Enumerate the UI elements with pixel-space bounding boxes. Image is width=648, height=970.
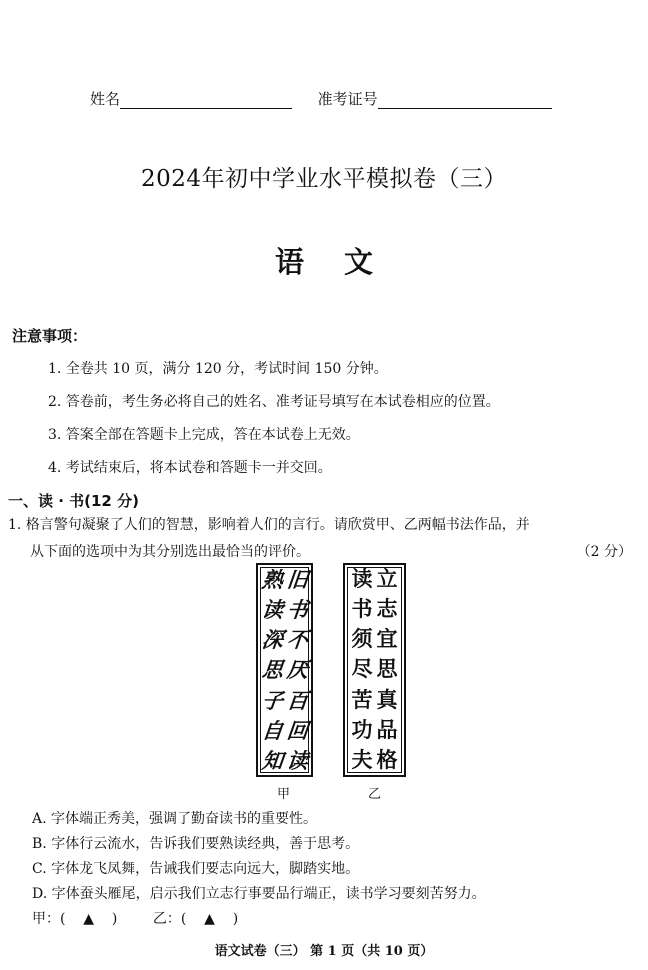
calligraphy-char: 读: [285, 747, 309, 773]
calligraphy-char: 须: [351, 627, 373, 652]
calligraphy-char: 立: [376, 567, 398, 591]
calligraphy-char: 不: [285, 627, 309, 653]
note-item: 1. 全卷共 10 页，满分 120 分，考试时间 150 分钟。: [48, 361, 388, 377]
caption-jia: 甲: [277, 787, 291, 802]
calligraphy-char: 旧: [285, 567, 309, 592]
subject-title: 语文: [274, 245, 413, 279]
caption-yi: 乙: [368, 787, 382, 802]
name-label: 姓名: [90, 90, 121, 108]
note-item: 4. 考试结束后，将本试卷和答题卡一并交回。: [48, 460, 332, 476]
calligraphy-char: 深: [260, 627, 284, 653]
question-points: （2 分）: [576, 544, 632, 560]
calligraphy-char: 宜: [376, 627, 398, 652]
calligraphy-yi: [343, 563, 406, 777]
candidate-info: [90, 88, 552, 109]
section-heading: 一、读 · 书(12 分): [8, 492, 139, 510]
calligraphy-char: 格: [376, 747, 398, 772]
calligraphy-char: 功: [351, 717, 373, 742]
option-c: C. 字体龙飞凤舞，告诫我们要志向远大，脚踏实地。: [32, 861, 360, 877]
exam-title: 2024年初中学业水平模拟卷（三）: [140, 166, 508, 192]
calligraphy-char: 回: [285, 717, 309, 743]
calligraphy-char: 读: [351, 567, 373, 591]
calligraphy-column: [377, 569, 398, 771]
calligraphy-char: 熟: [260, 567, 284, 592]
option-d: D. 字体蚕头雁尾，启示我们立志行事要品行端正，读书学习要刻苦努力。: [32, 886, 486, 902]
calligraphy-char: 夫: [351, 747, 373, 772]
calligraphy-char: 自: [260, 717, 284, 743]
calligraphy-column: [352, 569, 373, 771]
calligraphy-char: 志: [376, 597, 398, 622]
calligraphy-char: 书: [285, 597, 309, 623]
calligraphy-char: 尽: [351, 657, 373, 682]
calligraphy-column: [287, 569, 308, 771]
option-a: A. 字体端正秀美，强调了勤奋读书的重要性。: [32, 811, 318, 827]
calligraphy-char: 思: [260, 657, 284, 683]
calligraphy-char: 苦: [351, 687, 373, 712]
calligraphy-char: 书: [351, 597, 373, 622]
option-b: B. 字体行云流水，告诉我们要熟读经典，善于思考。: [32, 836, 360, 852]
exam-id-label: 准考证号: [317, 90, 378, 108]
calligraphy-char: 百: [285, 687, 309, 713]
question-text: 1. 格言警句凝聚了人们的智慧，影响着人们的言行。请欣赏甲、乙两幅书法作品，并: [8, 517, 530, 533]
page-footer: 语文试卷（三） 第 1 页（共 10 页）: [214, 944, 434, 959]
calligraphy-jia: [256, 563, 313, 777]
calligraphy-char: 读: [260, 597, 284, 623]
calligraphy-char: 品: [376, 717, 398, 742]
answer-line[interactable]: 甲：( ▲ ) 乙：( ▲ ): [32, 911, 239, 927]
calligraphy-char: 真: [376, 687, 398, 712]
note-item: 3. 答案全部在答题卡上完成，答在本试卷上无效。: [48, 427, 360, 443]
calligraphy-column: [262, 569, 283, 771]
calligraphy-char: 子: [260, 687, 284, 713]
name-blank[interactable]: [120, 92, 292, 109]
note-item: 2. 答卷前，考生务必将自己的姓名、准考证号填写在本试卷相应的位置。: [48, 394, 500, 410]
calligraphy-char: 思: [376, 657, 398, 682]
exam-id-blank[interactable]: [378, 92, 552, 109]
calligraphy-char: 知: [260, 747, 284, 773]
question-text-cont: 从下面的选项中为其分别选出最恰当的评价。: [30, 544, 310, 560]
calligraphy-char: 厌: [285, 657, 309, 683]
notes-heading: 注意事项：: [12, 327, 88, 345]
